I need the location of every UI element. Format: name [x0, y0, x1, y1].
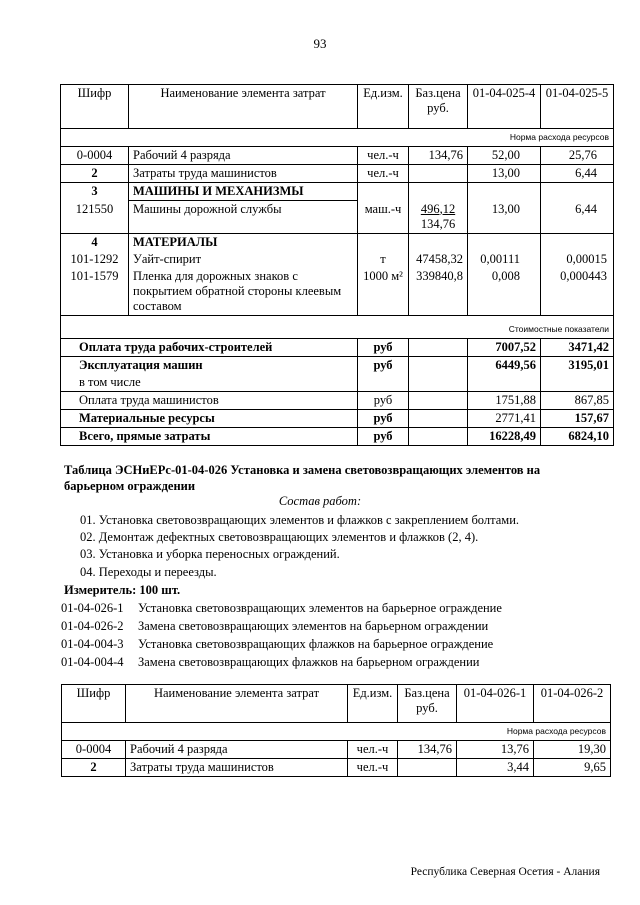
section-title: Таблица ЭСНиЕРс-01-04-026 Установка и замена световозвращающих элементов на барьерном ограждении [64, 463, 541, 493]
cost-label: Стоимостные показатели [508, 323, 609, 334]
section-subtitle: Состав работ: [278, 494, 362, 508]
header-col2: 01-04-026-2 [534, 685, 611, 723]
header-col1: 01-04-025-4 [468, 85, 541, 129]
table-row: 4 МАТЕРИАЛЫ [61, 233, 614, 251]
list-item: 01-04-026-1 Установка световозвращающих элементов на барьерное ограждение [61, 601, 502, 615]
work-item: 04. Переходы и переезды. [80, 565, 217, 579]
resource-table-1 [60, 84, 614, 446]
table-row: 2 Затраты труда машинистов чел.-ч 3,44 9,65 [62, 759, 611, 777]
header-price: Баз.цена руб. [409, 85, 468, 129]
table-row: Материальные ресурсы руб 2771,41 157,67 [61, 409, 614, 427]
norm-label: Норма расхода ресурсов [506, 726, 606, 736]
table-row: 0-0004 Рабочий 4 разряда чел.-ч 134,76 13,76 19,30 [62, 741, 611, 759]
norm-label: Норма расхода ресурсов [509, 132, 609, 142]
footer-region: Республика Северная Осетия - Алания [410, 866, 600, 878]
table-row: 2 Затраты труда машинистов чел.-ч 13,00 6,44 [61, 165, 614, 183]
measure-unit: Измеритель: 100 шт. [64, 583, 181, 597]
table-row: Эксплуатация машин руб 6449,56 3195,01 [61, 356, 614, 374]
table-row: 121550 Машины дорожной службы маш.-ч 496,12 134,76 13,00 6,44 [61, 201, 614, 234]
table-row: 3 МАШИНЫ И МЕХАНИЗМЫ [61, 183, 614, 201]
work-item: 02. Демонтаж дефектных световозвращающих элементов и флажков (2, 4). [80, 530, 479, 544]
header-code: Шифр [61, 85, 129, 129]
header-col1: 01-04-026-1 [457, 685, 534, 723]
header-price: Баз.цена руб. [398, 685, 457, 723]
list-item: 01-04-004-4 Замена световозвращающих флажков на барьерном ограждении [61, 655, 480, 669]
header-name: Наименование элемента затрат [126, 685, 348, 723]
header-unit: Ед.изм. [358, 85, 409, 129]
resource-table-2 [61, 684, 611, 777]
work-item: 01. Установка световозвращающих элементов и флажков с закреплением болтами. [80, 513, 520, 527]
list-item: 01-04-004-3 Установка световозвращающих флажков на барьерное ограждение [61, 637, 494, 651]
table-row: 101-1579 Пленка для дорожных знаков с покрытием обратной стороны клеевым составом 1000 м² 339840,8 0,008 0,000443 [61, 268, 614, 316]
header-col2: 01-04-025-5 [541, 85, 614, 129]
header-unit: Ед.изм. [348, 685, 398, 723]
table-row: Оплата труда рабочих-строителей руб 7007,52 3471,42 [61, 338, 614, 356]
table-row: 0-0004 Рабочий 4 разряда чел.-ч 134,76 52,00 25,76 [61, 147, 614, 165]
table-row: Оплата труда машинистов руб 1751,88 867,85 [61, 391, 614, 409]
header-name: Наименование элемента затрат [129, 85, 358, 129]
page-number: 93 [313, 36, 327, 51]
list-item: 01-04-026-2 Замена световозвращающих элементов на барьерном ограждении [61, 619, 489, 633]
table-row: в том числе [61, 374, 614, 392]
table-row: 101-1292 Уайт-спирит т 47458,32 0,00111 0,00015 [61, 251, 614, 268]
table-row: Всего, прямые затраты руб 16228,49 6824,10 [61, 427, 614, 445]
header-code: Шифр [62, 685, 126, 723]
work-item: 03. Установка и уборка переносных ограждений. [80, 547, 340, 561]
